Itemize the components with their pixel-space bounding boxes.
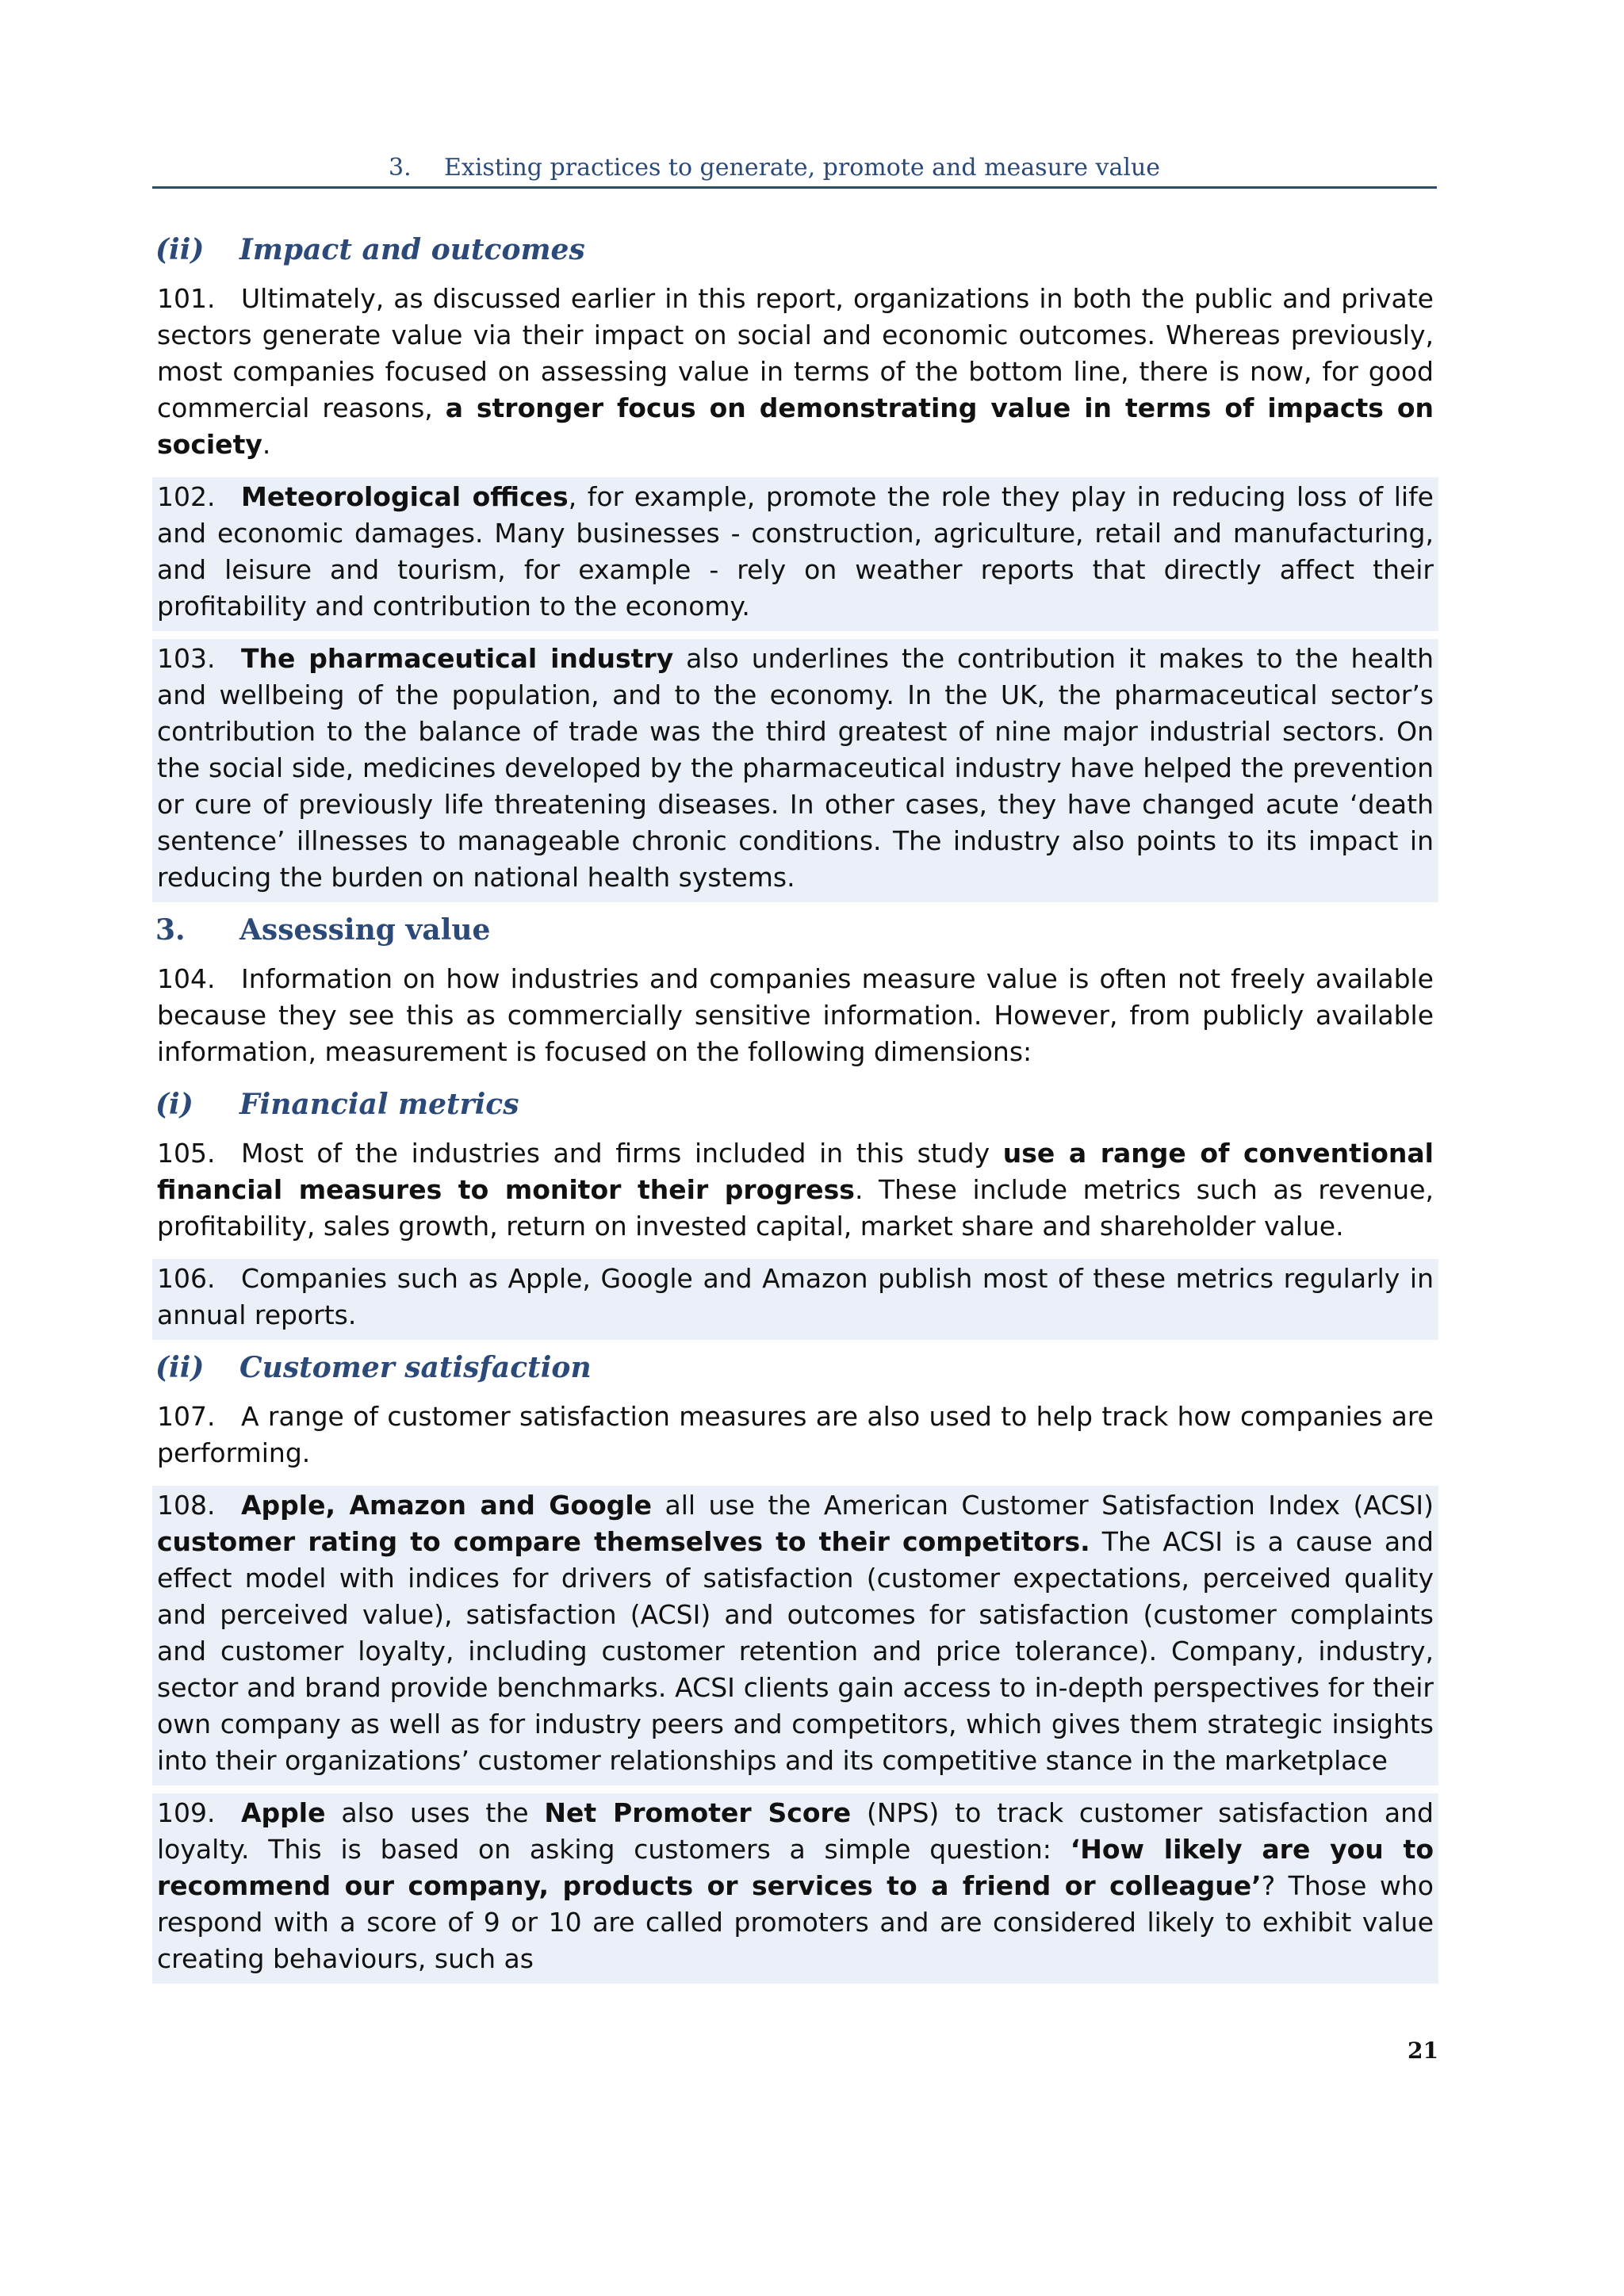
- paragraph-text: A range of customer satisfaction measures are also used to help track how companies are performing.: [157, 1401, 1434, 1468]
- header-chapter-title: Existing practices to generate, promote and measure value: [444, 154, 1161, 182]
- paragraph-105: [152, 1134, 1438, 1251]
- paragraph-107: [152, 1397, 1438, 1478]
- header-chapter-number: 3.: [389, 154, 412, 182]
- paragraph-number: 101.: [157, 283, 216, 314]
- paragraph-emphasis: Apple: [241, 1797, 326, 1828]
- paragraph-text: also uses the: [325, 1797, 545, 1828]
- paragraph-emphasis: The pharmaceutical industry: [241, 643, 674, 674]
- paragraph-emphasis: Apple, Amazon and Google: [241, 1490, 653, 1521]
- section-heading-customer-satisfaction: [155, 1348, 1438, 1387]
- paragraph-number: 102.: [157, 481, 216, 512]
- section-title: Impact and outcomes: [239, 233, 585, 266]
- paragraph-103: [152, 639, 1438, 902]
- paragraph-number: 104.: [157, 963, 216, 994]
- section-title: Financial metrics: [239, 1088, 519, 1121]
- paragraph-number: 103.: [157, 643, 216, 674]
- paragraph-101: [152, 279, 1438, 469]
- section-heading-assessing-value: [155, 910, 1438, 950]
- paragraph-emphasis: customer rating to compare themselves to their competitors.: [157, 1526, 1090, 1557]
- paragraph-text: .: [262, 429, 271, 460]
- paragraph-number: 109.: [157, 1797, 216, 1828]
- paragraph-text: The ACSI is a cause and effect model with indices for drivers of satisfaction (customer expectations, perceived quality and perceived value), satisfaction (ACSI) and outcomes for satisfaction (customer complaints and customer loyalty, including customer retention and price tolerance). Company, industry, sector and brand provide benchmarks. ACSI clients gain access to in-depth perspectives for their own company as well as for industry peers and competitors, which gives them strategic insights into their organizations’ customer relationships and its competitive stance in the marketplace: [157, 1526, 1434, 1776]
- section-title: Customer satisfaction: [239, 1351, 592, 1384]
- paragraph-text: Companies such as Apple, Google and Amazon publish most of these metrics regularly in annual reports.: [157, 1263, 1434, 1330]
- paragraph-emphasis: a stronger focus on demonstrating value in terms of impacts on society: [157, 392, 1434, 460]
- paragraph-102: [152, 477, 1438, 631]
- paragraph-109: [152, 1793, 1438, 1984]
- paragraph-106: [152, 1259, 1438, 1340]
- paragraph-104: [152, 959, 1438, 1077]
- page-number: 21: [1408, 2038, 1438, 2064]
- section-number: (ii): [155, 1351, 205, 1384]
- paragraph-emphasis: Net Promoter Score: [544, 1797, 852, 1828]
- paragraph-text: Ultimately, as discussed earlier in this report, organizations in both the public and private sectors generate value via their impact on social and economic outcomes. Whereas previously, most companies focused on assessing value in terms of the bottom line, there is now, for good commercial reasons,: [157, 283, 1434, 423]
- paragraph-text: Information on how industries and companies measure value is often not freely available because they see this as commercially sensitive information. However, from publicly available information, measurement is focused on the following dimensions:: [157, 963, 1434, 1067]
- paragraph-number: 105.: [157, 1138, 216, 1169]
- page-content: [152, 224, 1438, 1992]
- paragraph-text: , for example, promote the role they play in reducing loss of life and economic damages. Many businesses - construction, agriculture, retail and manufacturing, and leisure and tourism, for example - rely on weather reports that directly affect their profitability and contribution to the economy.: [157, 481, 1434, 622]
- paragraph-number: 106.: [157, 1263, 216, 1294]
- section-heading-impact-outcomes: [155, 230, 1438, 270]
- section-title: Assessing value: [239, 913, 491, 947]
- paragraph-text: Most of the industries and firms included in this study: [241, 1138, 1003, 1169]
- paragraph-text: (NPS) to track customer satisfaction and loyalty. This is based on asking customers a simple question:: [157, 1797, 1434, 1865]
- section-heading-financial-metrics: [155, 1085, 1438, 1124]
- running-header: [152, 154, 1437, 189]
- paragraph-text: ? Those who respond with a score of 9 or 10 are called promoters and are considered likely to exhibit value creating behaviours, such as: [157, 1870, 1434, 1974]
- paragraph-text: . These include metrics such as revenue, profitability, sales growth, return on invested capital, market share and shareholder value.: [157, 1174, 1434, 1242]
- paragraph-emphasis: ‘How likely are you to recommend our company, products or services to a friend or colleague’: [157, 1834, 1434, 1901]
- paragraph-number: 108.: [157, 1490, 216, 1521]
- paragraph-text: also underlines the contribution it makes to the health and wellbeing of the population, and to the economy. In the UK, the pharmaceutical sector’s contribution to the balance of trade was the third greatest of nine major industrial sectors. On the social side, medicines developed by the pharmaceutical industry have helped the prevention or cure of previously life threatening diseases. In other cases, they have changed acute ‘death sentence’ illnesses to manageable chronic conditions. The industry also points to its impact in reducing the burden on national health systems.: [157, 643, 1434, 893]
- section-number: (i): [155, 1088, 193, 1121]
- section-number: (ii): [155, 233, 205, 266]
- paragraph-emphasis: Meteorological offices: [241, 481, 569, 512]
- paragraph-number: 107.: [157, 1401, 216, 1432]
- section-number: 3.: [155, 913, 186, 947]
- paragraph-emphasis: use a range of conventional financial measures to monitor their progress: [157, 1138, 1434, 1205]
- paragraph-108: [152, 1486, 1438, 1785]
- paragraph-text: all use the American Customer Satisfaction Index (ACSI): [652, 1490, 1434, 1521]
